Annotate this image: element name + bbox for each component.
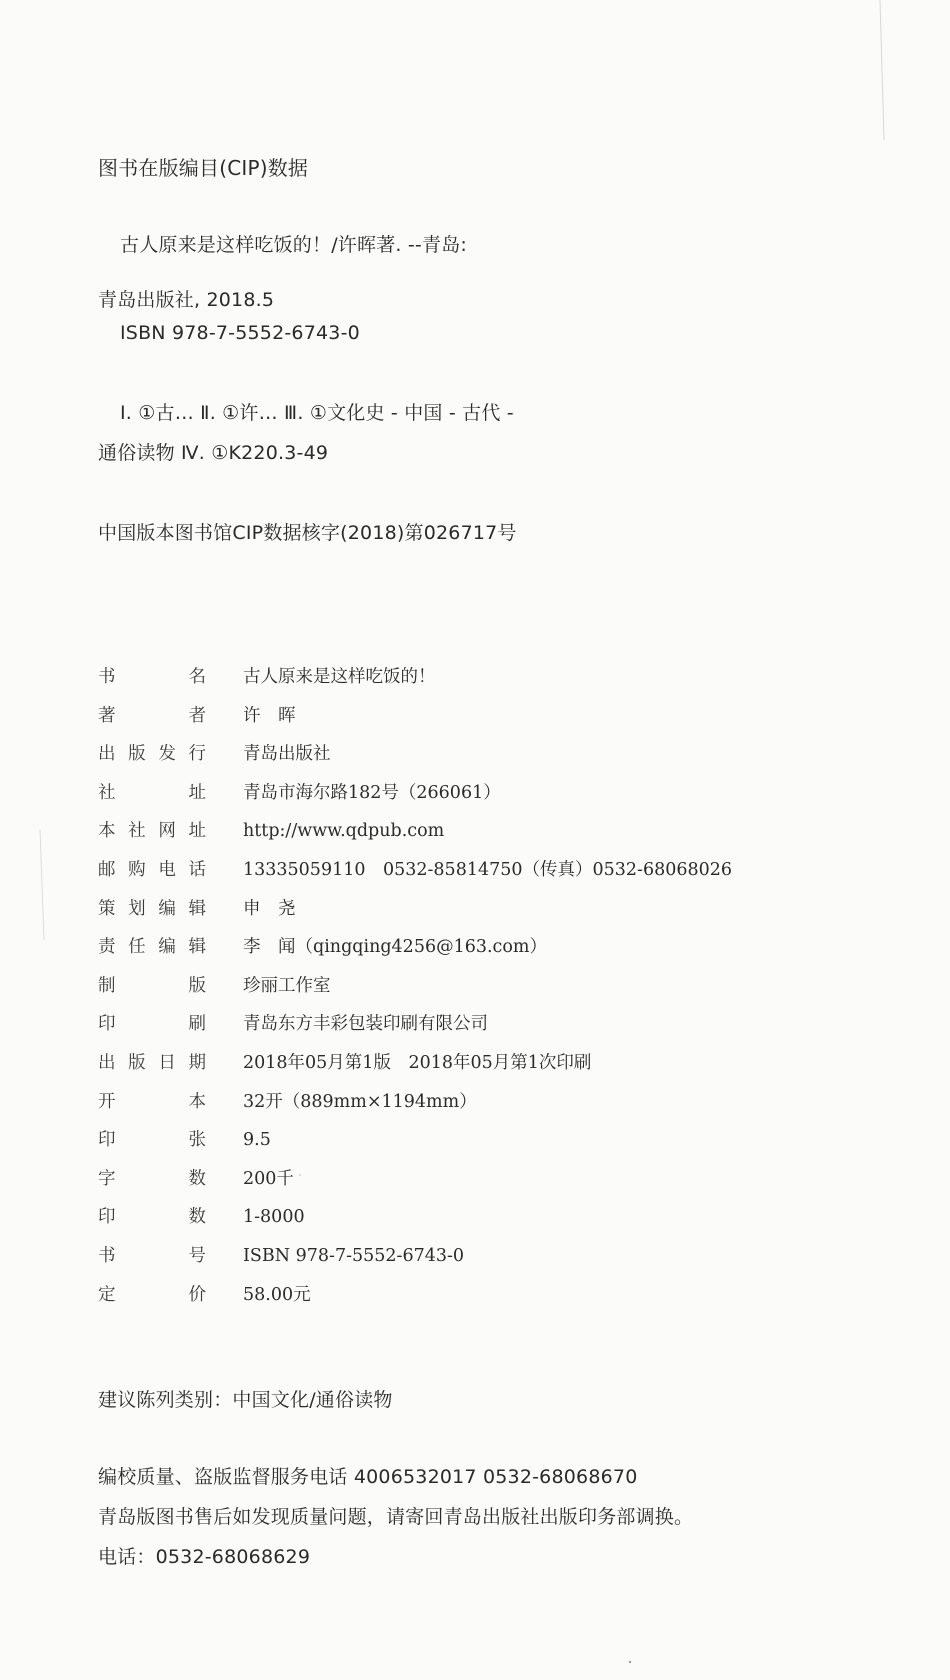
info-row (98, 935, 858, 974)
info-row (98, 819, 858, 858)
info-label: 开 本 (98, 1091, 206, 1112)
info-label: 制 版 (98, 975, 206, 996)
info-row (98, 704, 858, 743)
display-category: 建议陈列类别：中国文化/通俗读物 (98, 1389, 393, 1411)
contact-phone: 电话：0532-68068629 (98, 1546, 311, 1568)
info-row (98, 1244, 858, 1283)
info-value: 9.5 (243, 1130, 271, 1151)
cip-isbn: ISBN 978-7-5552-6743-0 (120, 322, 360, 344)
after-sales-notice: 青岛版图书售后如发现质量问题，请寄回青岛出版社出版印务部调换。 (98, 1506, 694, 1528)
info-label: 邮 购 电 话 (98, 859, 206, 880)
info-label: 字 数 (98, 1168, 206, 1189)
info-value: 青岛出版社 (243, 744, 331, 765)
info-value: 13335059110 0532-85814750（传真）0532-68068026 (243, 859, 733, 880)
info-value: 申 尧 (243, 898, 296, 919)
info-row (98, 1012, 858, 1051)
info-value: 1-8000 (243, 1207, 305, 1228)
info-value: 32开（889mm×1194mm） (243, 1091, 477, 1112)
info-value: 珍丽工作室 (243, 975, 331, 996)
cip-subjects: Ⅰ. ①古… Ⅱ. ①许… Ⅲ. ①文化史 - 中国 - 古代 - (120, 402, 514, 424)
publication-info-table (98, 665, 858, 1321)
info-label: 本 社 网 址 (98, 821, 206, 842)
info-row (98, 974, 858, 1013)
info-value: 李 闻（qingqing4256@163.com） (243, 937, 547, 958)
info-row (98, 1128, 858, 1167)
info-label: 印 数 (98, 1207, 206, 1228)
info-value: ISBN 978-7-5552-6743-0 (243, 1245, 465, 1266)
info-row (98, 1051, 858, 1090)
info-value: http://www.qdpub.com (243, 821, 445, 842)
cip-publisher-year: 青岛出版社, 2018.5 (98, 289, 275, 311)
info-row (98, 742, 858, 781)
info-row (98, 897, 858, 936)
info-label: 印 张 (98, 1130, 206, 1151)
info-value: 古人原来是这样吃饭的！ (243, 667, 436, 687)
info-row (98, 1167, 858, 1206)
info-label: 策 划 编 辑 (98, 898, 206, 919)
info-row (98, 781, 858, 820)
cip-book-statement: 古人原来是这样吃饭的！/许晖著. --青岛: (120, 234, 467, 256)
info-label: 著 者 (98, 705, 206, 726)
info-value: 200千 (243, 1168, 294, 1189)
info-value: 青岛市海尔路182号（266061） (243, 782, 501, 803)
info-label: 书 名 (98, 667, 206, 687)
info-label: 印 刷 (98, 1014, 206, 1035)
info-row (98, 1205, 858, 1244)
info-row (98, 1090, 858, 1129)
cip-title: 图书在版编目(CIP)数据 (98, 156, 309, 180)
cip-classification: 通俗读物 Ⅳ. ①K220.3-49 (98, 442, 329, 464)
info-value: 2018年05月第1版 2018年05月第1次印刷 (243, 1052, 592, 1073)
info-value: 58.00元 (243, 1284, 311, 1305)
info-label: 社 址 (98, 782, 206, 803)
info-label: 出 版 日 期 (98, 1052, 206, 1073)
cip-verification-number: 中国版本图书馆CIP数据核字(2018)第026717号 (98, 522, 517, 544)
info-row (98, 1283, 858, 1322)
info-row (98, 665, 858, 704)
info-value: 青岛东方丰彩包装印刷有限公司 (243, 1014, 488, 1035)
info-label: 出 版 发 行 (98, 744, 206, 765)
info-row (98, 858, 858, 897)
quality-hotline: 编校质量、盗版监督服务电话 4006532017 0532-68068670 (98, 1466, 638, 1488)
info-label: 责 任 编 辑 (98, 937, 206, 958)
info-label: 书 号 (98, 1245, 206, 1266)
info-value: 许 晖 (243, 705, 296, 726)
info-label: 定 价 (98, 1284, 206, 1305)
